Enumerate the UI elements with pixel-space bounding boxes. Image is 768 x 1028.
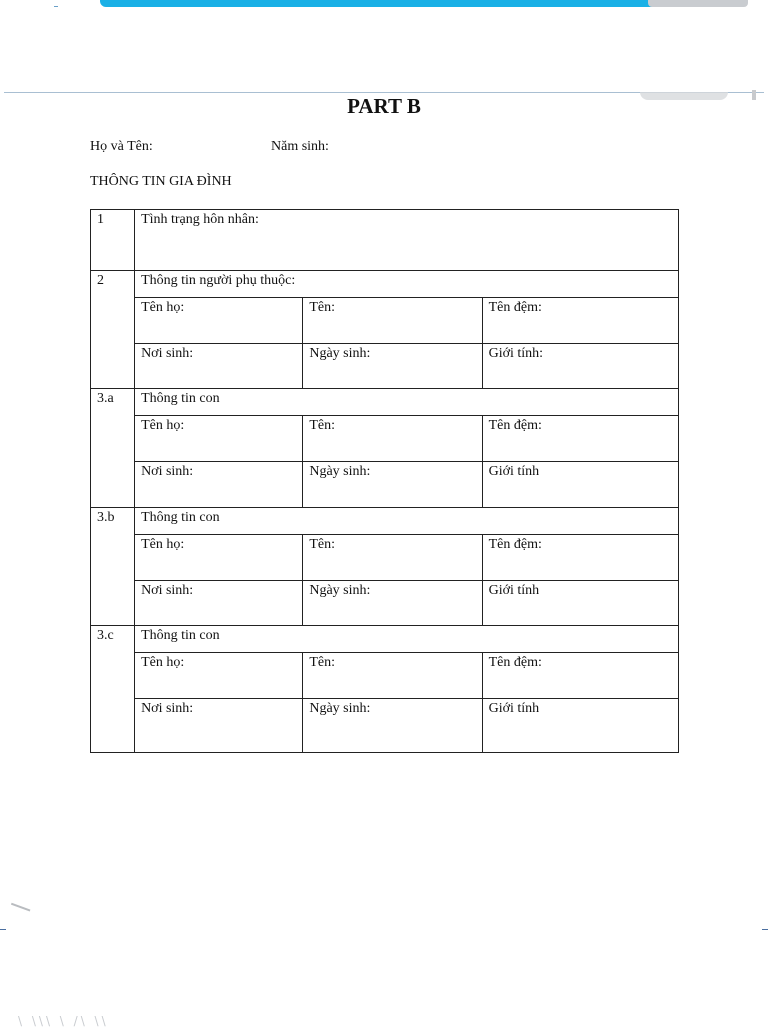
table-row xyxy=(91,344,679,389)
gender-field: Giới tính: xyxy=(482,344,678,389)
birth-year-label: Năm sinh: xyxy=(271,139,329,154)
birthplace-field: Nơi sinh: xyxy=(135,699,303,753)
section-title: THÔNG TIN GIA ĐÌNH xyxy=(90,174,232,189)
child-info-label: Thông tin con xyxy=(135,508,679,535)
bottom-decor: \ \\\ \ /\ \\ xyxy=(18,1014,109,1028)
header-decor-bar xyxy=(648,0,748,7)
gender-field: Giới tính xyxy=(482,462,678,508)
row-number: 1 xyxy=(91,210,135,271)
table-row xyxy=(91,626,679,653)
first-name-field: Tên: xyxy=(303,653,482,699)
row-number: 2 xyxy=(91,271,135,389)
table-row xyxy=(91,581,679,626)
middle-name-field: Tên đệm: xyxy=(482,416,678,462)
dob-field: Ngày sinh: xyxy=(303,462,482,508)
table-row xyxy=(91,535,679,581)
dob-field: Ngày sinh: xyxy=(303,344,482,389)
header-dot xyxy=(54,6,58,7)
header-accent-bar xyxy=(100,0,660,7)
table-row xyxy=(91,462,679,508)
first-name-field: Tên: xyxy=(303,416,482,462)
birthplace-field: Nơi sinh: xyxy=(135,462,303,508)
table-row xyxy=(91,653,679,699)
middle-name-field: Tên đệm: xyxy=(482,298,678,344)
last-name-field: Tên họ: xyxy=(135,535,303,581)
table-row xyxy=(91,210,679,271)
dob-field: Ngày sinh: xyxy=(303,581,482,626)
left-margin-mark xyxy=(0,929,6,930)
first-name-field: Tên: xyxy=(303,298,482,344)
first-name-field: Tên: xyxy=(303,535,482,581)
name-label: Họ và Tên: xyxy=(90,139,153,154)
gender-field: Giới tính xyxy=(482,699,678,753)
birthplace-field: Nơi sinh: xyxy=(135,344,303,389)
page-title: PART B xyxy=(347,94,421,118)
row-number: 3.b xyxy=(91,508,135,626)
middle-name-field: Tên đệm: xyxy=(482,653,678,699)
family-info-table xyxy=(90,209,679,753)
table-row xyxy=(91,271,679,298)
row-number: 3.a xyxy=(91,389,135,508)
birthplace-field: Nơi sinh: xyxy=(135,581,303,626)
child-info-label: Thông tin con xyxy=(135,626,679,653)
row-number: 3.c xyxy=(91,626,135,753)
table-row xyxy=(91,699,679,753)
corner-decor xyxy=(10,903,31,915)
marital-status-field: Tình trạng hôn nhân: xyxy=(135,210,679,271)
last-name-field: Tên họ: xyxy=(135,298,303,344)
last-name-field: Tên họ: xyxy=(135,416,303,462)
table-row xyxy=(91,508,679,535)
middle-name-field: Tên đệm: xyxy=(482,535,678,581)
child-info-label: Thông tin con xyxy=(135,389,679,416)
table-row xyxy=(91,298,679,344)
gender-field: Giới tính xyxy=(482,581,678,626)
last-name-field: Tên họ: xyxy=(135,653,303,699)
table-row xyxy=(91,416,679,462)
right-margin-mark xyxy=(762,929,768,930)
dependent-info-label: Thông tin người phụ thuộc: xyxy=(135,271,679,298)
dob-field: Ngày sinh: xyxy=(303,699,482,753)
table-row xyxy=(91,389,679,416)
